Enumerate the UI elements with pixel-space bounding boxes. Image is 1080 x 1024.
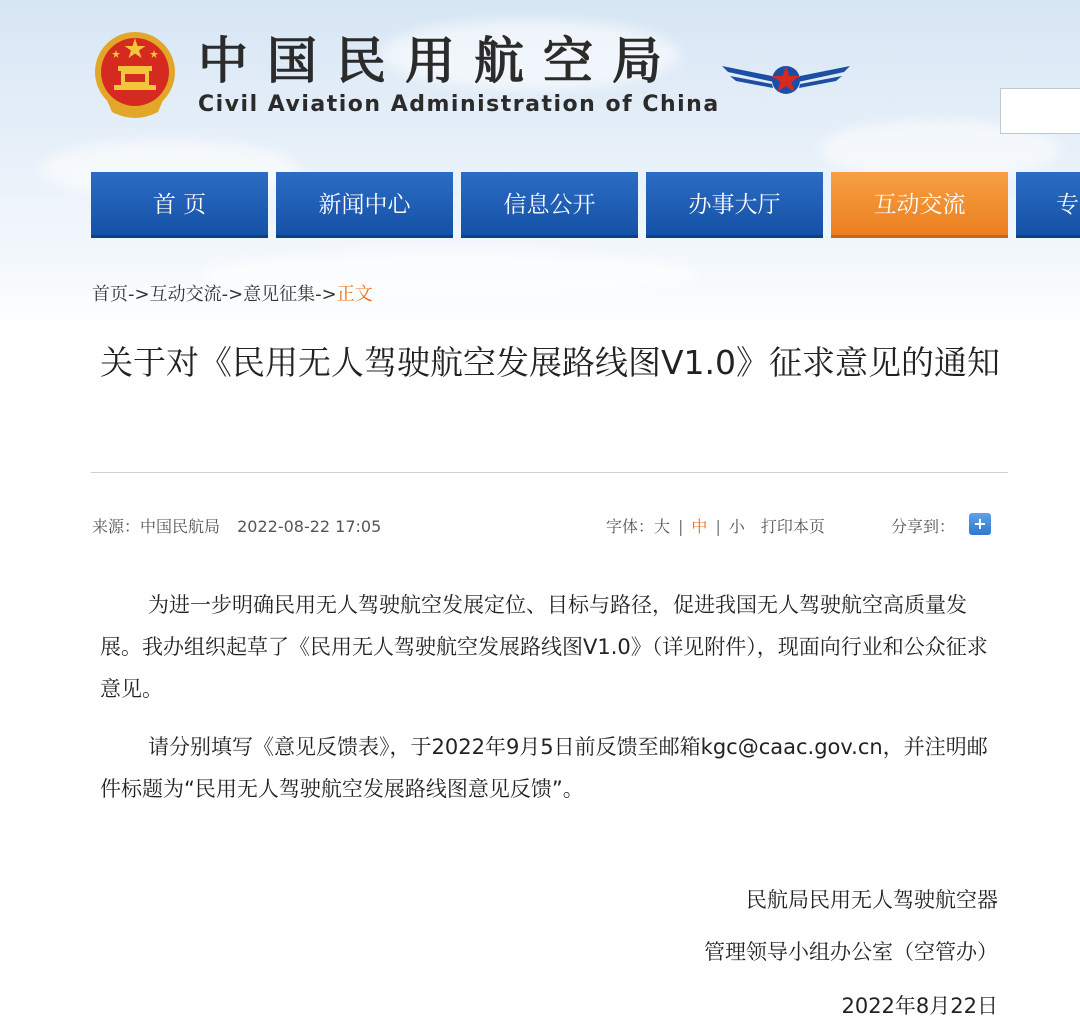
print-button[interactable]: 打印本页 [760, 517, 825, 536]
national-emblem-icon[interactable] [92, 28, 178, 120]
share-label: 分享到： [891, 517, 956, 536]
font-size-large[interactable]: 大 [654, 517, 671, 536]
breadcrumb [92, 280, 373, 306]
nav-item-info[interactable]: 信息公开 [461, 172, 638, 238]
nav-item-news[interactable]: 新闻中心 [276, 172, 453, 238]
breadcrumb-path[interactable]: 首页->互动交流->意见征集-> [92, 284, 337, 305]
nav-item-home[interactable]: 首 页 [91, 172, 268, 238]
signature-line: 管理领导小组办公室（空管办） [704, 940, 998, 964]
article-meta [92, 514, 393, 537]
signature-line: 民航局民用无人驾驶航空器 [746, 888, 998, 912]
nav-item-interaction[interactable]: 互动交流 [831, 172, 1008, 238]
article-tools: 字体：大 | 中 | 小 打印本页 [606, 517, 825, 536]
breadcrumb-current: 正文 [336, 284, 373, 305]
font-size-small[interactable]: 小 [728, 517, 745, 536]
site-title-cn[interactable]: 中国民用航空局 [198, 32, 681, 90]
article-datetime: 2022-08-22 17:05 [237, 517, 382, 536]
nav-item-service[interactable]: 办事大厅 [646, 172, 823, 238]
search-input[interactable] [1000, 88, 1080, 134]
site-title-en[interactable]: Civil Aviation Administration of China [198, 92, 720, 117]
article-title: 关于对《民用无人驾驶航空发展路线图V1.0》征求意见的通知 [99, 343, 1001, 382]
signature-date: 2022年8月22日 [841, 994, 998, 1018]
nav-item-special[interactable]: 专 [1016, 172, 1080, 238]
caac-wings-logo-icon [722, 58, 850, 98]
font-size-medium[interactable]: 中 [691, 517, 708, 536]
title-divider [91, 472, 1008, 473]
font-size-label: 字体： [606, 517, 655, 536]
article-source: 来源：中国民航局 [92, 517, 221, 536]
plus-icon[interactable]: + [969, 513, 991, 535]
article-paragraph: 为进一步明确民用无人驾驶航空发展定位、目标与路径，促进我国无人驾驶航空高质量发展。我办组织起草了《民用无人驾驶航空发展路线图V1.0》（详见附件），现面向行业和公众征求意见。 [100, 593, 988, 701]
article-paragraph: 请分别填写《意见反馈表》，于2022年9月5日前反馈至邮箱kgc@caac.gov.cn，并注明邮件标题为“民用无人驾驶航空发展路线图意见反馈”。 [100, 735, 988, 801]
